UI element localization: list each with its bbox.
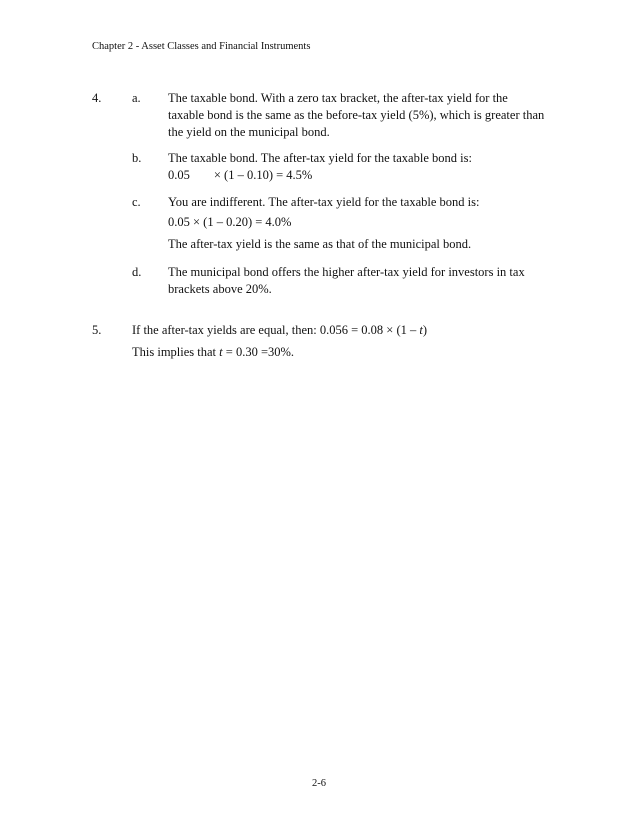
q4-part-c-note: The after-tax yield is the same as that of the municipal bond. <box>168 237 472 251</box>
q5-line-2 <box>132 344 294 360</box>
page-number: 2-6 <box>312 778 326 789</box>
q5-line-1 <box>132 322 427 338</box>
question-4-number: 4. <box>92 91 102 105</box>
q4-part-d-line-2: brackets above 20%. <box>168 282 272 296</box>
running-header: Chapter 2 - Asset Classes and Financial Instruments <box>92 41 311 52</box>
q4-part-c-calculation: 0.05 × (1 – 0.20) = 4.0% <box>168 215 292 229</box>
q4-part-c-line-1: You are indifferent. The after-tax yield for the taxable bond is: <box>168 195 480 209</box>
q4-part-b-calculation <box>168 167 312 183</box>
q4-part-d-line-1: The municipal bond offers the higher after-tax yield for investors in tax <box>168 265 525 279</box>
q5-line-1-variable: t <box>419 323 423 337</box>
q4-part-d-letter: d. <box>132 265 142 279</box>
q4-part-b-line-1: The taxable bond. The after-tax yield for the taxable bond is: <box>168 151 472 165</box>
q4-part-b-calc-left: 0.05 <box>168 168 190 182</box>
q4-part-a-line-2: taxable bond is the same as the before-tax yield (5%), which is greater than <box>168 108 545 122</box>
q5-line-2-variable: t <box>219 345 223 359</box>
q4-part-b-letter: b. <box>132 151 142 165</box>
q4-part-c-letter: c. <box>132 195 141 209</box>
question-5-number: 5. <box>92 323 102 337</box>
q4-part-b-calc-right: × (1 – 0.10) = 4.5% <box>213 168 313 182</box>
q4-part-a-line-3: the yield on the municipal bond. <box>168 125 330 139</box>
q4-part-a-letter: a. <box>132 91 141 105</box>
q5-line-1-suffix: ) <box>422 323 428 337</box>
q4-part-a-line-1: The taxable bond. With a zero tax bracket, the after-tax yield for the <box>168 91 508 105</box>
q5-line-2-suffix: = 0.30 =30%. <box>222 345 295 359</box>
q5-line-2-prefix: This implies that <box>132 345 220 359</box>
q5-line-1-prefix: If the after-tax yields are equal, then: 0.056 = 0.08 × (1 – <box>132 323 420 337</box>
